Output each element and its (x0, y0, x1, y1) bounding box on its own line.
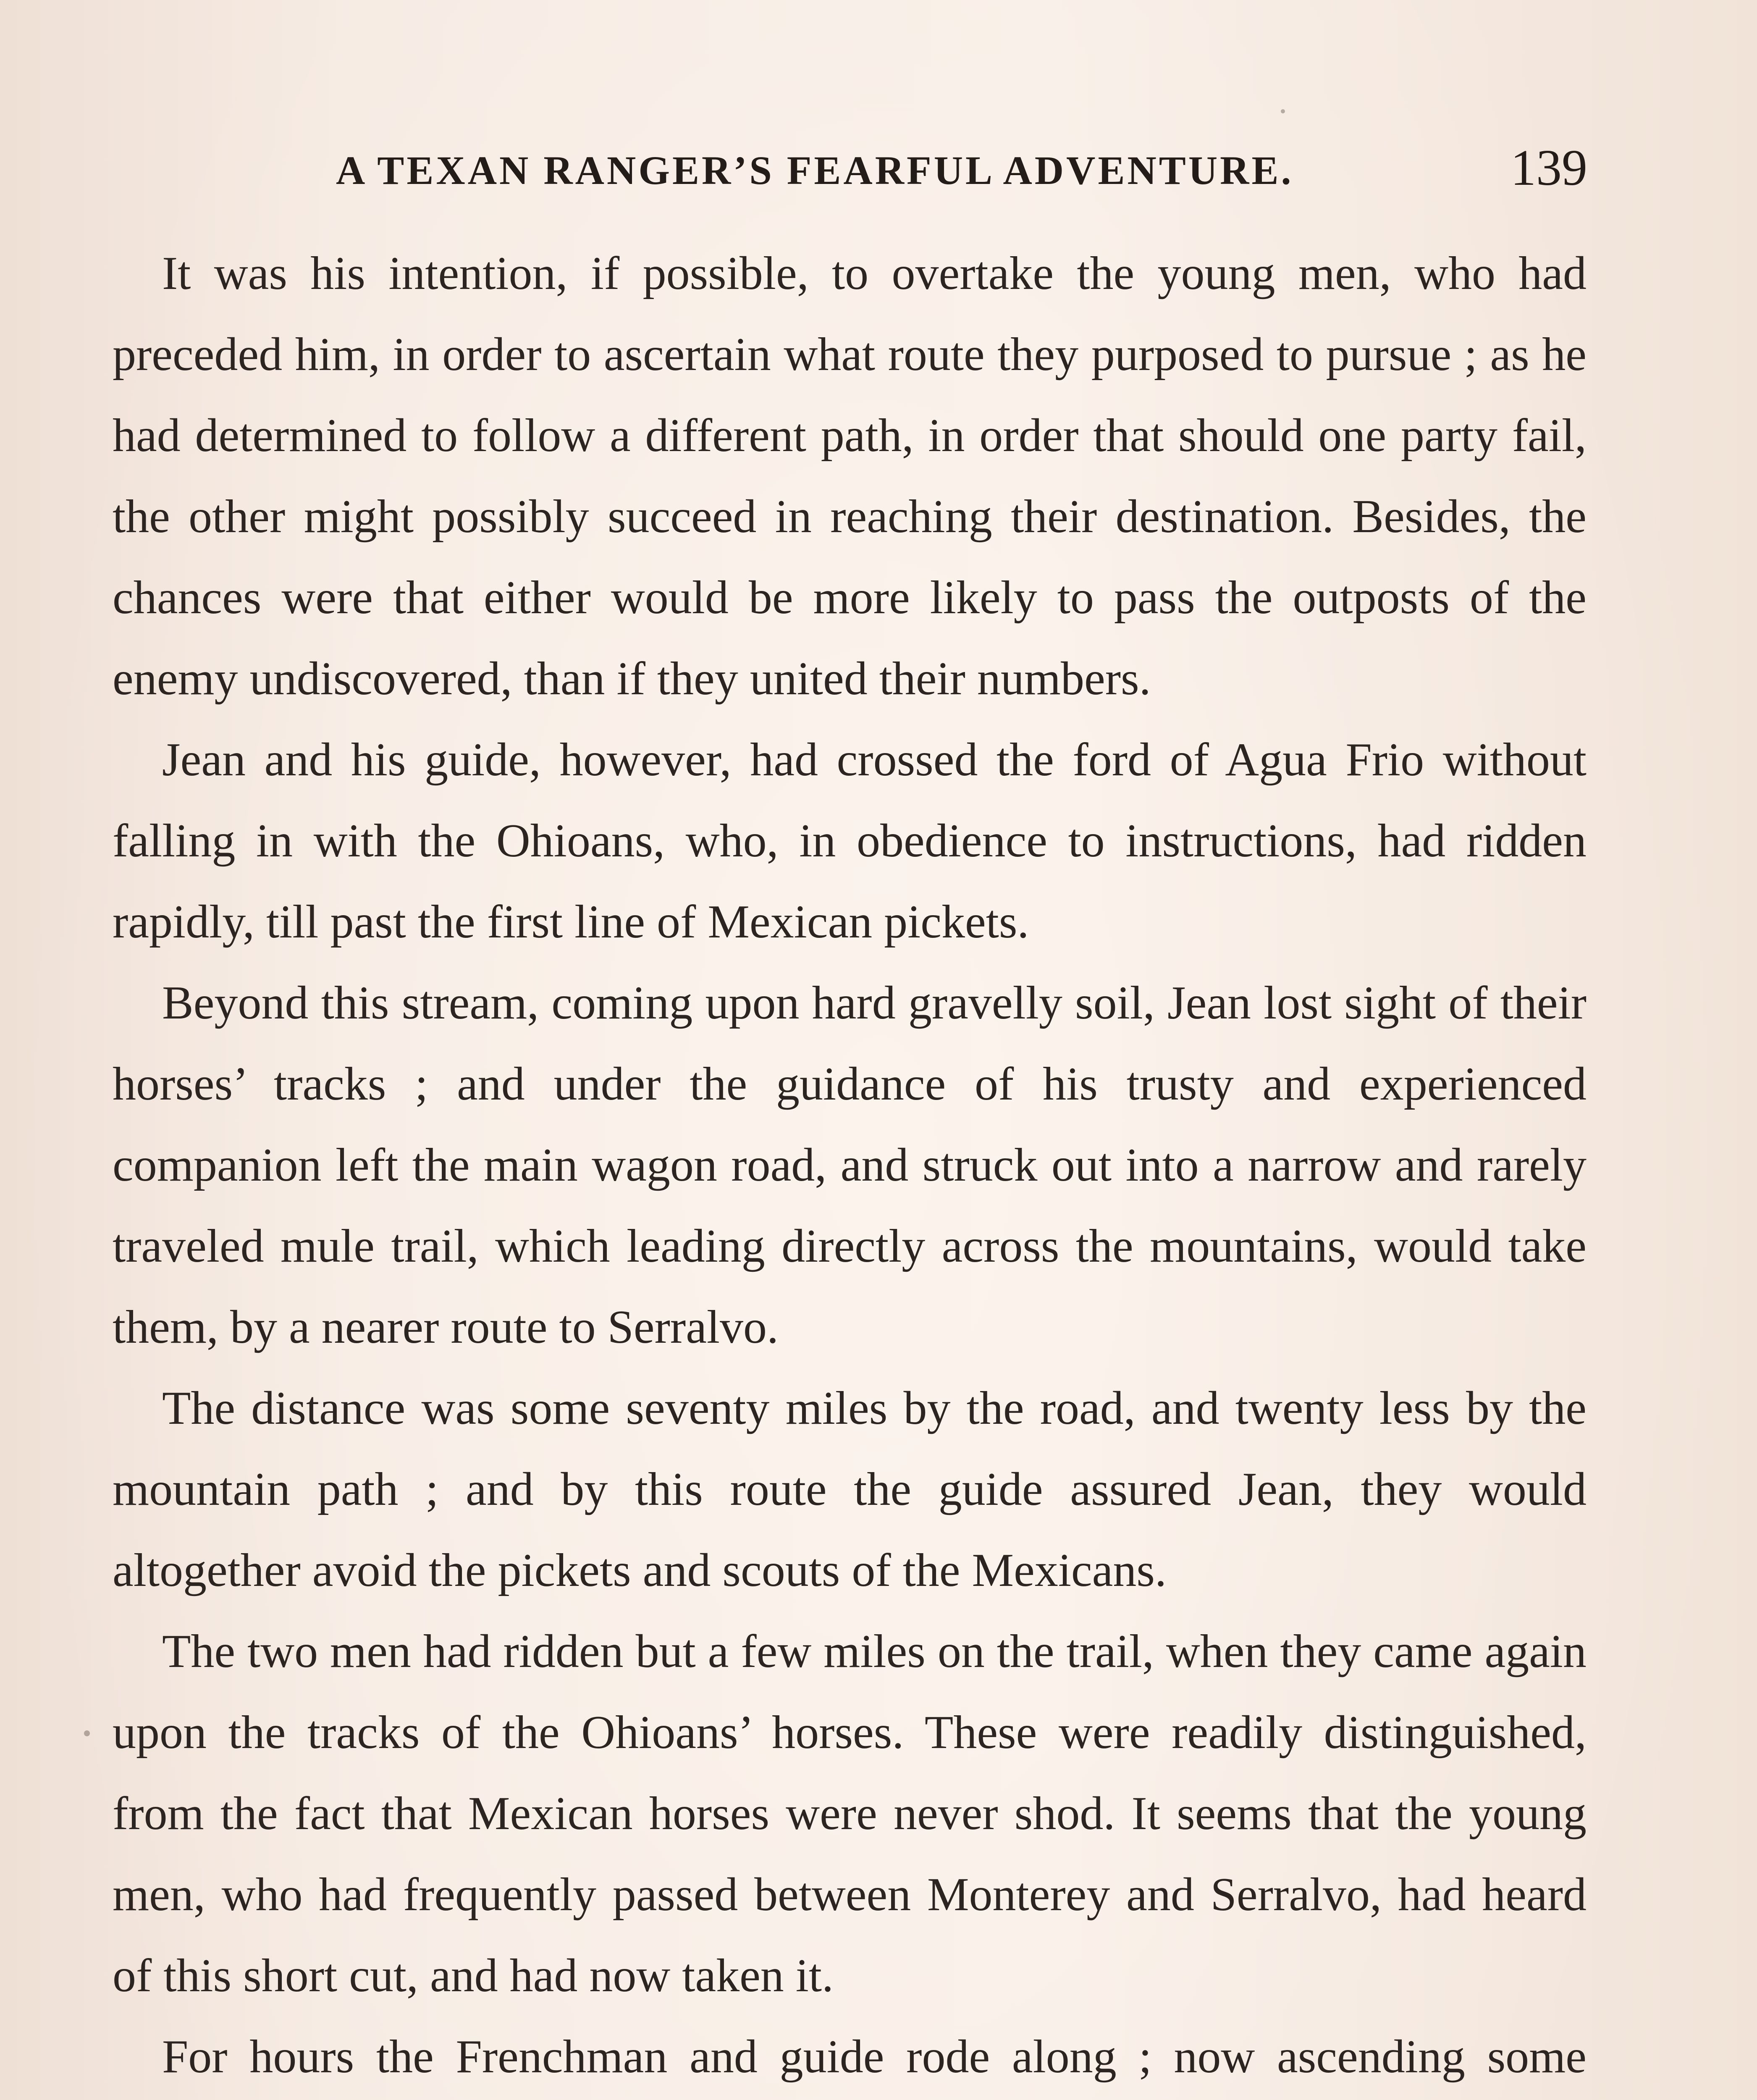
paragraph-3: Beyond this stream, coming upon hard gravelly soil, Jean lost sight of their horses’ tracks ; and under the guidance of his trusty and experienced companion left the main wagon road, and struck out into a narrow and rarely traveled mule trail, which leading directly across the mountains, would take them, by a nearer route to Serralvo. (113, 977, 1587, 1353)
body-text (113, 233, 1587, 2100)
paper-speck (84, 1730, 90, 1736)
running-title: A TEXAN RANGER’S FEARFUL ADVENTURE. (336, 148, 1294, 193)
paragraph-5: The two men had ridden but a few miles on the trail, when they came again upon the tracks of the Ohioans’ horses. These were readily distinguished, from the fact that Mexican horses were never shod. It seems that the young men, who had frequently passed between Monterey and Serralvo, had heard of this short cut, and had now taken it. (113, 1625, 1587, 2002)
paragraph-2: Jean and his guide, however, had crossed the ford of Agua Frio without falling in with the Ohioans, who, in obedience to instructions, had ridden rapidly, till past the first line of Mexican pickets. (113, 734, 1587, 948)
page-number: 139 (1510, 139, 1587, 196)
paper-speck (1281, 109, 1285, 113)
paragraph-1: It was his intention, if possible, to overtake the young men, who had preceded him, in order to ascertain what route they purposed to pursue ; as he had determined to follow a different path, in order that should one party fail, the other might possibly succeed in reaching their destination. Besides, the chances were that either would be more likely to pass the outposts of the enemy undiscovered, than if they united their numbers. (113, 247, 1587, 705)
paragraph-4: The distance was some seventy miles by the road, and twenty less by the mountain path ; and by this route the guide assured Jean, they would altogether avoid the pickets and scouts of the Mexicans. (113, 1382, 1587, 1596)
paragraph-6: For hours the Frenchman and guide rode along ; now ascending some (162, 2031, 1587, 2083)
running-header (336, 139, 1587, 206)
